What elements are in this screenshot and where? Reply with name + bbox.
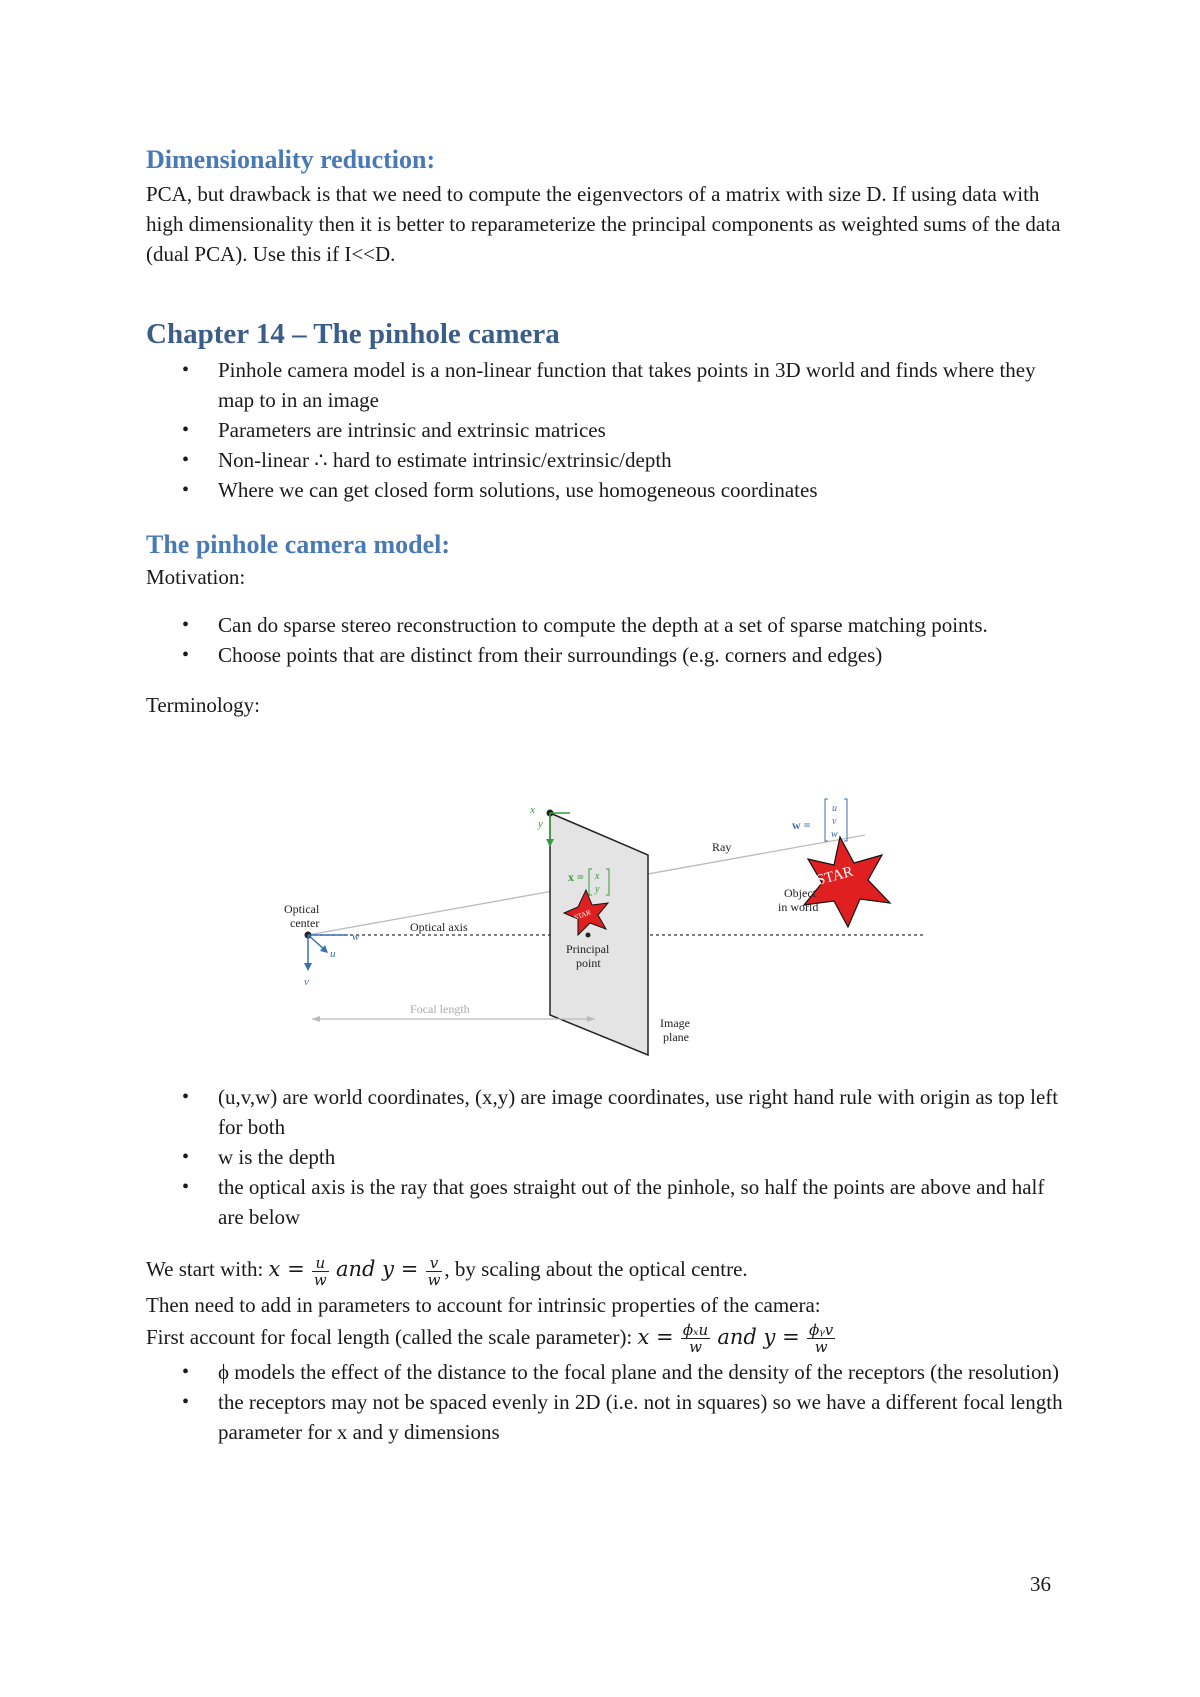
- dimensionality-paragraph: PCA, but drawback is that we need to compute the eigenvectors of a matrix with size D. If using data with high dimensionality then it is better to reparameterize the principal components as weighted sums of the data (dual PCA). Use this if I<<D.: [146, 182, 1061, 266]
- motivation-bullet-list: [146, 610, 1066, 670]
- axis-x-label: x: [530, 804, 535, 816]
- svg-text:x: x: [595, 871, 600, 882]
- image-plane-label-2: plane: [663, 1030, 689, 1044]
- object-label: Object: [784, 886, 816, 900]
- list-item: • Choose points that are distinct from their surroundings (e.g. corners and edges): [146, 640, 1066, 670]
- bullet-icon: •: [182, 614, 190, 636]
- list-item: • Parameters are intrinsic and extrinsic matrices: [146, 415, 1066, 445]
- bullet-icon: •: [182, 1146, 190, 1168]
- list-item: • Can do sparse stereo reconstruction to compute the depth at a set of sparse matching points.: [146, 610, 1066, 640]
- terminology-bullet-list: [146, 1082, 1066, 1232]
- svg-text:y: y: [595, 884, 600, 895]
- pinhole-model-heading: The pinhole camera model:: [146, 530, 451, 559]
- dimensionality-section: [146, 145, 1066, 269]
- object-star-label: STAR: [814, 863, 855, 889]
- axis-v-label: v: [304, 976, 309, 988]
- list-item: • Pinhole camera model is a non-linear function that takes points in 3D world and finds where they map to in an image: [146, 355, 1066, 415]
- axis-y-label: y: [538, 818, 543, 830]
- then-line: Then need to add in parameters to account for intrinsic properties of the camera:: [146, 1292, 821, 1317]
- optical-center-label-2: center: [290, 916, 320, 930]
- bullet-icon: •: [182, 479, 190, 501]
- pinhole-camera-diagram: [270, 795, 930, 1065]
- chapter-title: Chapter 14 – The pinhole camera: [146, 318, 560, 350]
- chapter-bullet-list: [146, 355, 1066, 505]
- list-item: • the optical axis is the ray that goes straight out of the pinhole, so half the points are above and half are below: [146, 1172, 1066, 1232]
- svg-text:w: w: [831, 829, 838, 840]
- image-star-label: STAR: [572, 908, 592, 922]
- list-item: • Non-linear ∴ hard to estimate intrinsic/extrinsic/depth: [146, 445, 1066, 475]
- bullet-icon: •: [182, 359, 190, 381]
- start-equation-line: We start with: x = $\frac{u}{w}$ and y = $\frac{v}{w}$ , by scaling about the optical centre.: [146, 1253, 748, 1289]
- pinhole-model-section: [146, 530, 1066, 720]
- axis-w-label: w: [352, 931, 360, 943]
- motivation-label: Motivation:: [146, 565, 246, 589]
- world-point-vector-label: w =: [792, 818, 811, 832]
- object-label-2: in world: [778, 900, 819, 914]
- page-number: 36: [1030, 1572, 1051, 1596]
- image-plane-label: Image: [660, 1016, 690, 1030]
- list-item: • (u,v,w) are world coordinates, (x,y) are image coordinates, use right hand rule with origin as top left for both: [146, 1082, 1066, 1142]
- optical-axis-label: Optical axis: [410, 920, 468, 934]
- list-item: • the receptors may not be spaced evenly in 2D (i.e. not in squares) so we have a different focal length parameter for x and y dimensions: [146, 1387, 1066, 1447]
- bullet-icon: •: [182, 449, 190, 471]
- principal-point-label: Principal: [566, 942, 610, 956]
- image-point-vector-label: x =: [568, 870, 584, 884]
- principal-point-label-2: point: [576, 956, 601, 970]
- axis-u-label: u: [330, 948, 336, 960]
- ray-label: Ray: [712, 840, 732, 854]
- optical-center-label: Optical: [284, 902, 320, 916]
- terminology-section: [146, 1082, 1066, 1447]
- bullet-icon: •: [182, 1176, 190, 1198]
- focal-length-equation-line: First account for focal length (called the scale parameter): x = $\frac{\text{ϕₓu}}{w}$ and y = $\frac{\text{ϕᵧv}}{w}$: [146, 1321, 834, 1357]
- phi-bullet-list: [146, 1357, 1066, 1447]
- svg-text:u: u: [832, 803, 837, 814]
- principal-point-dot: [586, 933, 591, 938]
- bullet-icon: •: [182, 1391, 190, 1414]
- bullet-icon: •: [182, 1361, 190, 1384]
- chapter-section: [146, 318, 1066, 505]
- bullet-icon: •: [182, 1086, 190, 1108]
- list-item: • Where we can get closed form solutions, use homogeneous coordinates: [146, 475, 1066, 505]
- bullet-icon: •: [182, 644, 190, 666]
- svg-text:v: v: [832, 816, 837, 827]
- dimensionality-heading: Dimensionality reduction:: [146, 145, 436, 174]
- focal-length-label: Focal length: [410, 1002, 470, 1016]
- terminology-label: Terminology:: [146, 693, 261, 717]
- list-item: • ϕ models the effect of the distance to the focal plane and the density of the receptors (the resolution): [146, 1357, 1066, 1387]
- list-item: • w is the depth: [146, 1142, 1066, 1172]
- bullet-icon: •: [182, 419, 190, 441]
